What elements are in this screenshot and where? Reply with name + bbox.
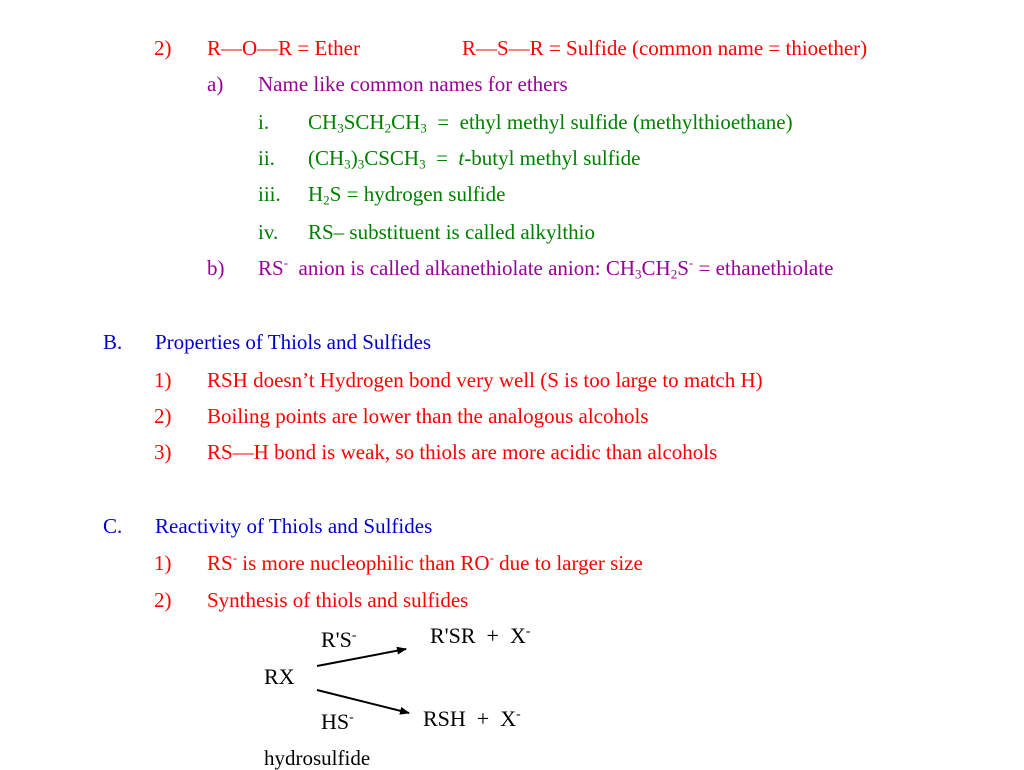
section-b-item-2-text: Boiling points are lower than the analogous alcohols xyxy=(207,404,649,428)
product-sulfide: R'SR + X- xyxy=(430,622,531,648)
item-i-number: i. xyxy=(258,110,270,134)
section-b-item-3-number: 3) xyxy=(154,440,172,464)
item-i-text: $CH_3SCH_2CH_3$ = ethyl methyl sulfide (methylthioethane) xyxy=(308,110,793,136)
hydrosulfide-caption: hydrosulfide xyxy=(264,746,371,770)
section-c-item-1-text: RS- is more nucleophilic than RO- due to larger size xyxy=(207,550,643,575)
item-ii-text: $(CH_3)_3CSCH_3$ = t-butyl methyl sulfide xyxy=(308,146,641,172)
section-b-item-3-text: RS—H bond is weak, so thiols are more acidic than alcohols xyxy=(207,440,718,464)
section-c-item-2-text: Synthesis of thiols and sulfides xyxy=(207,588,469,612)
section-c-title: Reactivity of Thiols and Sulfides xyxy=(155,514,433,538)
item-b-number: b) xyxy=(207,256,225,280)
reagent-thiolate: R'S- xyxy=(321,626,357,652)
section-c-item-2-number: 2) xyxy=(154,588,172,612)
item-iii-number: iii. xyxy=(258,182,281,206)
arrow-to-thiol xyxy=(317,690,409,713)
section-c-letter: C. xyxy=(103,514,123,538)
arrow-to-sulfide xyxy=(317,649,406,666)
item-2-number: 2) xyxy=(154,36,172,60)
section-c-item-1-number: 1) xyxy=(154,551,172,575)
section-b-title: Properties of Thiols and Sulfides xyxy=(155,330,432,354)
item-b-text: RS- anion is called alkanethiolate anion: $CH_3CH_2S^-$ = ethanethiolate xyxy=(258,255,834,282)
item-ii-number: ii. xyxy=(258,146,275,170)
item-a-number: a) xyxy=(207,72,224,96)
ether-definition: R—O—R = Ether xyxy=(207,36,360,60)
substrate-rx: RX xyxy=(264,664,295,689)
item-a-text: Name like common names for ethers xyxy=(258,72,568,96)
item-iv-number: iv. xyxy=(258,220,279,244)
section-b-item-2-number: 2) xyxy=(154,404,172,428)
section-b-item-1-text: RSH doesn’t Hydrogen bond very well (S is too large to match H) xyxy=(207,368,763,392)
sulfide-definition: R—S—R = Sulfide (common name = thioether) xyxy=(462,36,868,60)
section-b-item-1-number: 1) xyxy=(154,368,172,392)
section-b-letter: B. xyxy=(103,330,123,354)
product-thiol: RSH + X- xyxy=(423,705,521,731)
reagent-hydrosulfide: HS- xyxy=(321,708,354,734)
item-iii-text: $H_2S$ = hydrogen sulfide xyxy=(308,182,506,208)
item-iv-text: RS– substituent is called alkylthio xyxy=(308,220,595,244)
